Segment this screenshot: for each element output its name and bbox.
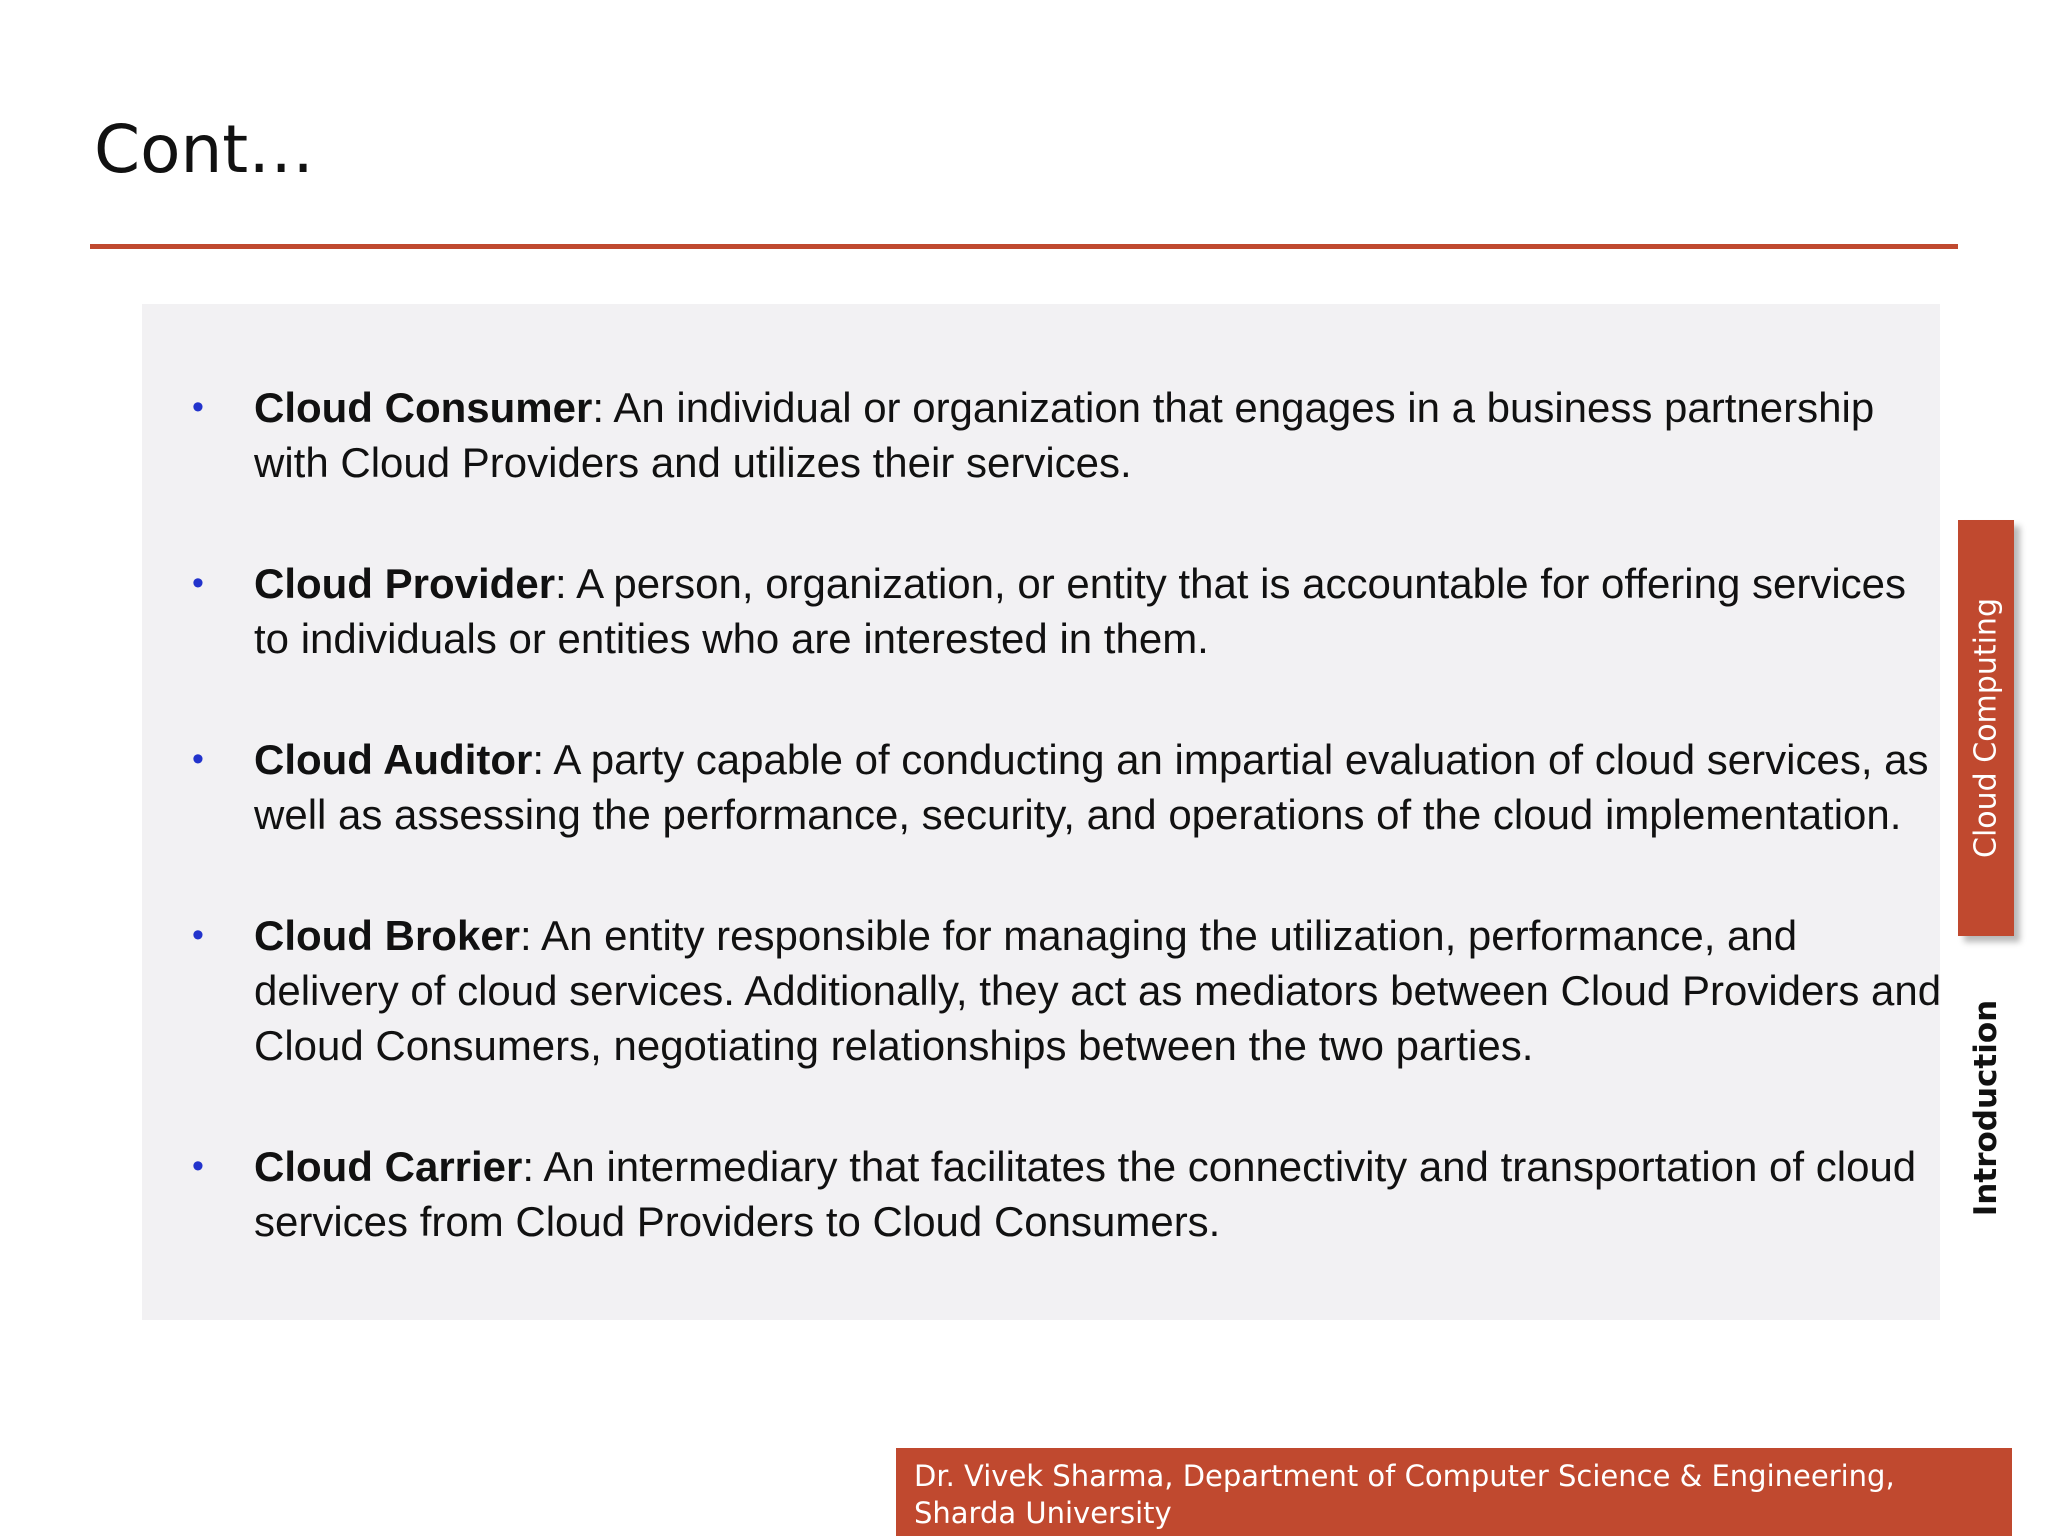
bullet-description: : A person, organization, or entity that is accountable for offering services to individuals or entities who are interested in them. bbox=[254, 560, 1907, 662]
bullet-term: Cloud Consumer bbox=[254, 384, 593, 431]
footer-band bbox=[896, 1448, 2012, 1536]
bullet-item-cloud-auditor bbox=[186, 732, 1946, 842]
title-divider bbox=[90, 244, 1958, 249]
course-tab-label: Cloud Computing bbox=[1968, 598, 2004, 858]
bullet-dot-icon: • bbox=[192, 1147, 204, 1185]
bullet-item-cloud-consumer bbox=[186, 380, 1946, 490]
bullet-description: : An entity responsible for managing the utilization, performance, and delivery of cloud services. Additionally, they act as mediators between Cloud Providers and Cloud Consumers, negotiating relationships between the two parties. bbox=[254, 912, 1942, 1069]
section-label: Introduction bbox=[1968, 999, 2004, 1217]
bullet-term: Cloud Provider bbox=[254, 560, 556, 607]
bullet-dot-icon: • bbox=[192, 388, 204, 426]
bullet-dot-icon: • bbox=[192, 740, 204, 778]
bullet-dot-icon: • bbox=[192, 564, 204, 602]
bullet-term: Cloud Broker bbox=[254, 912, 521, 959]
bullet-description: : A party capable of conducting an impartial evaluation of cloud services, as well as assessing the performance, security, and operations of the cloud implementation. bbox=[254, 736, 1929, 838]
course-side-tab bbox=[1958, 520, 2014, 936]
bullet-description: : An intermediary that facilitates the connectivity and transportation of cloud services from Cloud Providers to Cloud Consumers. bbox=[254, 1143, 1917, 1245]
bullet-term: Cloud Auditor bbox=[254, 736, 533, 783]
slide-title: Cont… bbox=[94, 111, 315, 188]
bullet-item-cloud-carrier bbox=[186, 1139, 1946, 1249]
bullet-dot-icon: • bbox=[192, 916, 204, 954]
bullet-description: : An individual or organization that engages in a business partnership with Cloud Providers and utilizes their services. bbox=[254, 384, 1875, 486]
bullet-list bbox=[186, 380, 1946, 1315]
footer-text: Dr. Vivek Sharma, Department of Computer Science & Engineering, Sharda University bbox=[914, 1459, 1895, 1530]
bullet-item-cloud-provider bbox=[186, 556, 1946, 666]
bullet-item-cloud-broker bbox=[186, 908, 1946, 1073]
bullet-term: Cloud Carrier bbox=[254, 1143, 523, 1190]
